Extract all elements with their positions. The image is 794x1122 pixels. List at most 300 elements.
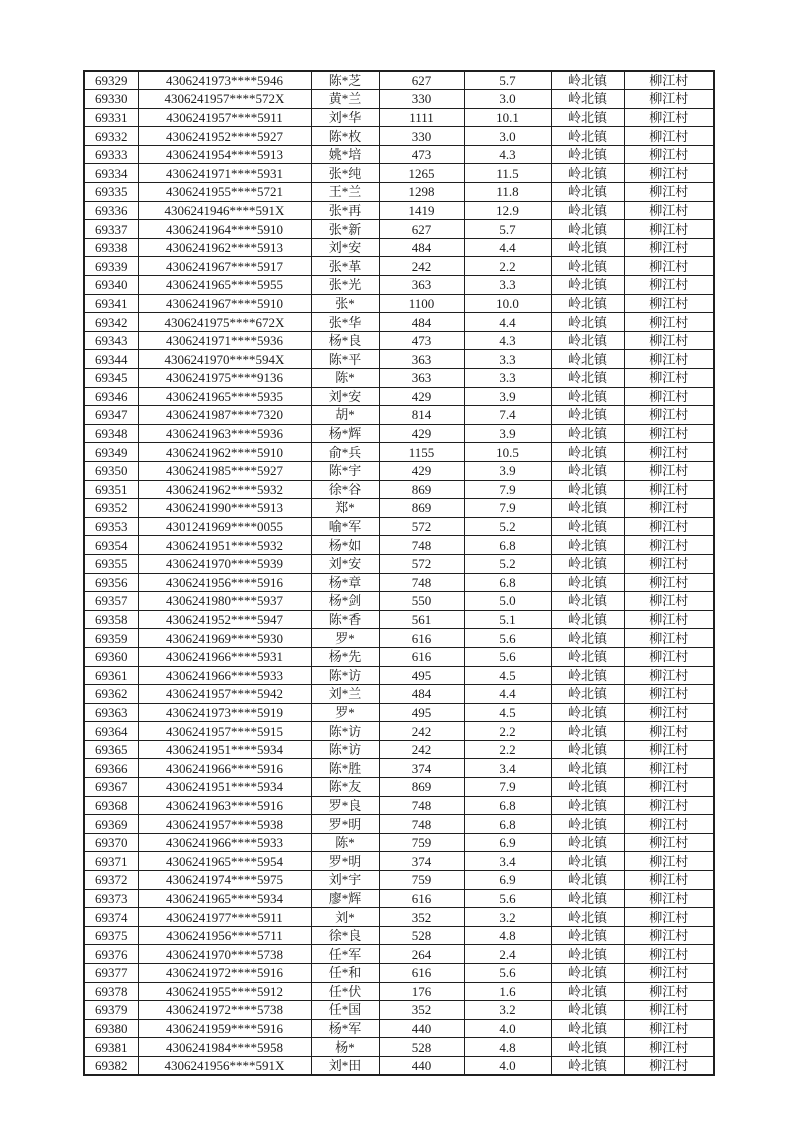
cell-id-number: 4306241969****5930 xyxy=(138,629,311,648)
cell-name: 任*军 xyxy=(311,945,379,964)
cell-town: 岭北镇 xyxy=(551,499,624,518)
cell-town: 岭北镇 xyxy=(551,313,624,332)
cell-rate: 7.4 xyxy=(464,406,551,425)
cell-town: 岭北镇 xyxy=(551,387,624,406)
cell-amount: 440 xyxy=(379,1056,464,1075)
cell-amount: 484 xyxy=(379,238,464,257)
cell-name: 任*伏 xyxy=(311,982,379,1001)
cell-town: 岭北镇 xyxy=(551,517,624,536)
cell-village: 柳江村 xyxy=(624,369,714,388)
cell-name: 杨*军 xyxy=(311,1019,379,1038)
cell-town: 岭北镇 xyxy=(551,220,624,239)
cell-town: 岭北镇 xyxy=(551,796,624,815)
cell-id-number: 4306241955****5721 xyxy=(138,183,311,202)
cell-name: 罗* xyxy=(311,629,379,648)
cell-name: 刘*华 xyxy=(311,108,379,127)
cell-town: 岭北镇 xyxy=(551,127,624,146)
cell-amount: 242 xyxy=(379,257,464,276)
cell-amount: 528 xyxy=(379,1038,464,1057)
cell-village: 柳江村 xyxy=(624,1038,714,1057)
cell-name: 张*革 xyxy=(311,257,379,276)
cell-rate: 3.3 xyxy=(464,350,551,369)
cell-rate: 2.2 xyxy=(464,722,551,741)
table-row xyxy=(84,629,714,648)
cell-id-number: 4306241975****9136 xyxy=(138,369,311,388)
cell-id-number: 4306241967****5917 xyxy=(138,257,311,276)
cell-serial: 69353 xyxy=(84,517,138,536)
cell-town: 岭北镇 xyxy=(551,759,624,778)
cell-amount: 869 xyxy=(379,480,464,499)
table-row xyxy=(84,926,714,945)
cell-town: 岭北镇 xyxy=(551,108,624,127)
table-row xyxy=(84,740,714,759)
table-row xyxy=(84,554,714,573)
cell-name: 陈*枚 xyxy=(311,127,379,146)
cell-amount: 352 xyxy=(379,1001,464,1020)
cell-name: 杨*如 xyxy=(311,536,379,555)
cell-serial: 69339 xyxy=(84,257,138,276)
cell-village: 柳江村 xyxy=(624,554,714,573)
table-row xyxy=(84,461,714,480)
cell-rate: 4.3 xyxy=(464,331,551,350)
cell-town: 岭北镇 xyxy=(551,369,624,388)
cell-town: 岭北镇 xyxy=(551,610,624,629)
table-row xyxy=(84,183,714,202)
cell-serial: 69349 xyxy=(84,443,138,462)
cell-id-number: 4306241951****5932 xyxy=(138,536,311,555)
cell-name: 罗*明 xyxy=(311,852,379,871)
cell-id-number: 4306241957****5915 xyxy=(138,722,311,741)
cell-name: 姚*培 xyxy=(311,145,379,164)
cell-serial: 69330 xyxy=(84,90,138,109)
cell-town: 岭北镇 xyxy=(551,703,624,722)
cell-village: 柳江村 xyxy=(624,350,714,369)
cell-rate: 4.0 xyxy=(464,1056,551,1075)
cell-name: 罗*良 xyxy=(311,796,379,815)
cell-town: 岭北镇 xyxy=(551,852,624,871)
cell-rate: 3.3 xyxy=(464,276,551,295)
cell-village: 柳江村 xyxy=(624,406,714,425)
table-row xyxy=(84,833,714,852)
cell-town: 岭北镇 xyxy=(551,647,624,666)
cell-id-number: 4301241969****0055 xyxy=(138,517,311,536)
cell-rate: 11.5 xyxy=(464,164,551,183)
cell-serial: 69342 xyxy=(84,313,138,332)
table-row xyxy=(84,1056,714,1075)
cell-id-number: 4306241954****5913 xyxy=(138,145,311,164)
cell-id-number: 4306241946****591X xyxy=(138,201,311,220)
cell-rate: 11.8 xyxy=(464,183,551,202)
cell-name: 陈*胜 xyxy=(311,759,379,778)
cell-id-number: 4306241963****5936 xyxy=(138,424,311,443)
cell-id-number: 4306241963****5916 xyxy=(138,796,311,815)
cell-amount: 627 xyxy=(379,71,464,90)
cell-serial: 69366 xyxy=(84,759,138,778)
table-row xyxy=(84,908,714,927)
cell-village: 柳江村 xyxy=(624,573,714,592)
cell-village: 柳江村 xyxy=(624,238,714,257)
cell-village: 柳江村 xyxy=(624,424,714,443)
cell-rate: 6.8 xyxy=(464,573,551,592)
cell-serial: 69341 xyxy=(84,294,138,313)
cell-rate: 5.6 xyxy=(464,964,551,983)
cell-rate: 3.0 xyxy=(464,90,551,109)
cell-village: 柳江村 xyxy=(624,257,714,276)
cell-amount: 748 xyxy=(379,796,464,815)
cell-village: 柳江村 xyxy=(624,982,714,1001)
cell-name: 杨*良 xyxy=(311,331,379,350)
cell-amount: 616 xyxy=(379,889,464,908)
table-row xyxy=(84,592,714,611)
cell-name: 徐*谷 xyxy=(311,480,379,499)
cell-id-number: 4306241966****5931 xyxy=(138,647,311,666)
table-row xyxy=(84,257,714,276)
table-row xyxy=(84,815,714,834)
cell-id-number: 4306241980****5937 xyxy=(138,592,311,611)
cell-rate: 2.2 xyxy=(464,257,551,276)
cell-serial: 69382 xyxy=(84,1056,138,1075)
cell-serial: 69380 xyxy=(84,1019,138,1038)
table-row xyxy=(84,703,714,722)
cell-name: 刘*安 xyxy=(311,387,379,406)
cell-serial: 69368 xyxy=(84,796,138,815)
cell-amount: 484 xyxy=(379,313,464,332)
cell-name: 陈*访 xyxy=(311,722,379,741)
cell-id-number: 4306241971****5931 xyxy=(138,164,311,183)
cell-id-number: 4306241956****591X xyxy=(138,1056,311,1075)
cell-village: 柳江村 xyxy=(624,517,714,536)
cell-village: 柳江村 xyxy=(624,71,714,90)
cell-name: 杨*剑 xyxy=(311,592,379,611)
cell-village: 柳江村 xyxy=(624,703,714,722)
cell-village: 柳江村 xyxy=(624,443,714,462)
cell-village: 柳江村 xyxy=(624,461,714,480)
cell-rate: 5.6 xyxy=(464,647,551,666)
cell-rate: 3.9 xyxy=(464,424,551,443)
cell-amount: 352 xyxy=(379,908,464,927)
cell-id-number: 4306241956****5711 xyxy=(138,926,311,945)
cell-town: 岭北镇 xyxy=(551,982,624,1001)
cell-name: 徐*良 xyxy=(311,926,379,945)
cell-serial: 69331 xyxy=(84,108,138,127)
cell-rate: 4.8 xyxy=(464,1038,551,1057)
cell-amount: 264 xyxy=(379,945,464,964)
cell-serial: 69335 xyxy=(84,183,138,202)
cell-amount: 748 xyxy=(379,573,464,592)
cell-town: 岭北镇 xyxy=(551,889,624,908)
cell-serial: 69356 xyxy=(84,573,138,592)
cell-serial: 69332 xyxy=(84,127,138,146)
cell-village: 柳江村 xyxy=(624,90,714,109)
cell-rate: 4.5 xyxy=(464,703,551,722)
cell-serial: 69365 xyxy=(84,740,138,759)
cell-name: 刘*宇 xyxy=(311,871,379,890)
cell-village: 柳江村 xyxy=(624,833,714,852)
cell-rate: 4.4 xyxy=(464,313,551,332)
cell-village: 柳江村 xyxy=(624,889,714,908)
cell-id-number: 4306241990****5913 xyxy=(138,499,311,518)
cell-id-number: 4306241962****5913 xyxy=(138,238,311,257)
table-body xyxy=(84,71,714,1075)
cell-amount: 748 xyxy=(379,536,464,555)
cell-amount: 869 xyxy=(379,499,464,518)
cell-village: 柳江村 xyxy=(624,127,714,146)
cell-amount: 1298 xyxy=(379,183,464,202)
cell-amount: 374 xyxy=(379,759,464,778)
cell-id-number: 4306241957****5938 xyxy=(138,815,311,834)
table-row xyxy=(84,238,714,257)
cell-amount: 363 xyxy=(379,369,464,388)
cell-amount: 440 xyxy=(379,1019,464,1038)
table-row xyxy=(84,220,714,239)
cell-id-number: 4306241952****5947 xyxy=(138,610,311,629)
cell-rate: 3.9 xyxy=(464,387,551,406)
cell-town: 岭北镇 xyxy=(551,71,624,90)
cell-town: 岭北镇 xyxy=(551,1038,624,1057)
cell-amount: 242 xyxy=(379,722,464,741)
table-row xyxy=(84,945,714,964)
table-row xyxy=(84,964,714,983)
cell-village: 柳江村 xyxy=(624,852,714,871)
cell-id-number: 4306241964****5910 xyxy=(138,220,311,239)
cell-name: 杨*辉 xyxy=(311,424,379,443)
cell-rate: 4.0 xyxy=(464,1019,551,1038)
cell-serial: 69371 xyxy=(84,852,138,871)
cell-amount: 363 xyxy=(379,276,464,295)
cell-town: 岭北镇 xyxy=(551,406,624,425)
cell-village: 柳江村 xyxy=(624,796,714,815)
cell-town: 岭北镇 xyxy=(551,294,624,313)
cell-town: 岭北镇 xyxy=(551,666,624,685)
cell-id-number: 4306241970****5939 xyxy=(138,554,311,573)
cell-rate: 5.7 xyxy=(464,220,551,239)
cell-id-number: 4306241973****5946 xyxy=(138,71,311,90)
cell-rate: 5.7 xyxy=(464,71,551,90)
cell-amount: 374 xyxy=(379,852,464,871)
cell-village: 柳江村 xyxy=(624,164,714,183)
beneficiary-table xyxy=(83,70,715,1076)
cell-rate: 6.8 xyxy=(464,815,551,834)
table-row xyxy=(84,573,714,592)
cell-id-number: 4306241962****5932 xyxy=(138,480,311,499)
cell-name: 陈*访 xyxy=(311,666,379,685)
cell-serial: 69369 xyxy=(84,815,138,834)
cell-amount: 627 xyxy=(379,220,464,239)
cell-rate: 3.9 xyxy=(464,461,551,480)
cell-rate: 3.3 xyxy=(464,369,551,388)
cell-serial: 69333 xyxy=(84,145,138,164)
cell-id-number: 4306241965****5955 xyxy=(138,276,311,295)
cell-name: 陈*友 xyxy=(311,778,379,797)
table-row xyxy=(84,424,714,443)
cell-name: 胡* xyxy=(311,406,379,425)
cell-village: 柳江村 xyxy=(624,945,714,964)
cell-amount: 616 xyxy=(379,647,464,666)
cell-rate: 5.2 xyxy=(464,517,551,536)
cell-rate: 3.4 xyxy=(464,759,551,778)
cell-name: 张*再 xyxy=(311,201,379,220)
table-row xyxy=(84,201,714,220)
cell-amount: 869 xyxy=(379,778,464,797)
table-row xyxy=(84,331,714,350)
cell-town: 岭北镇 xyxy=(551,257,624,276)
cell-name: 刘*安 xyxy=(311,554,379,573)
cell-amount: 561 xyxy=(379,610,464,629)
cell-village: 柳江村 xyxy=(624,629,714,648)
cell-rate: 3.0 xyxy=(464,127,551,146)
cell-amount: 1111 xyxy=(379,108,464,127)
cell-amount: 550 xyxy=(379,592,464,611)
cell-serial: 69343 xyxy=(84,331,138,350)
cell-town: 岭北镇 xyxy=(551,908,624,927)
cell-amount: 748 xyxy=(379,815,464,834)
table-row xyxy=(84,499,714,518)
cell-rate: 4.4 xyxy=(464,238,551,257)
cell-name: 杨*章 xyxy=(311,573,379,592)
cell-id-number: 4306241962****5910 xyxy=(138,443,311,462)
cell-town: 岭北镇 xyxy=(551,350,624,369)
cell-rate: 4.4 xyxy=(464,685,551,704)
cell-town: 岭北镇 xyxy=(551,183,624,202)
cell-village: 柳江村 xyxy=(624,1056,714,1075)
cell-serial: 69337 xyxy=(84,220,138,239)
cell-amount: 1155 xyxy=(379,443,464,462)
cell-amount: 1100 xyxy=(379,294,464,313)
cell-town: 岭北镇 xyxy=(551,1056,624,1075)
table-row xyxy=(84,90,714,109)
table-row xyxy=(84,369,714,388)
cell-amount: 429 xyxy=(379,424,464,443)
cell-town: 岭北镇 xyxy=(551,90,624,109)
cell-village: 柳江村 xyxy=(624,480,714,499)
cell-name: 黄*兰 xyxy=(311,90,379,109)
cell-town: 岭北镇 xyxy=(551,815,624,834)
cell-serial: 69357 xyxy=(84,592,138,611)
cell-village: 柳江村 xyxy=(624,276,714,295)
table-row xyxy=(84,164,714,183)
cell-amount: 330 xyxy=(379,127,464,146)
cell-id-number: 4306241965****5934 xyxy=(138,889,311,908)
cell-amount: 1265 xyxy=(379,164,464,183)
cell-town: 岭北镇 xyxy=(551,480,624,499)
cell-village: 柳江村 xyxy=(624,592,714,611)
cell-name: 张*华 xyxy=(311,313,379,332)
cell-id-number: 4306241951****5934 xyxy=(138,778,311,797)
cell-amount: 429 xyxy=(379,461,464,480)
cell-id-number: 4306241971****5936 xyxy=(138,331,311,350)
cell-town: 岭北镇 xyxy=(551,833,624,852)
table-row xyxy=(84,796,714,815)
cell-serial: 69370 xyxy=(84,833,138,852)
cell-name: 杨* xyxy=(311,1038,379,1057)
cell-serial: 69373 xyxy=(84,889,138,908)
cell-village: 柳江村 xyxy=(624,871,714,890)
cell-serial: 69352 xyxy=(84,499,138,518)
cell-name: 罗*明 xyxy=(311,815,379,834)
cell-rate: 5.1 xyxy=(464,610,551,629)
cell-rate: 10.0 xyxy=(464,294,551,313)
cell-village: 柳江村 xyxy=(624,740,714,759)
cell-serial: 69358 xyxy=(84,610,138,629)
table-row xyxy=(84,276,714,295)
cell-serial: 69340 xyxy=(84,276,138,295)
table-row xyxy=(84,71,714,90)
cell-serial: 69347 xyxy=(84,406,138,425)
cell-rate: 10.1 xyxy=(464,108,551,127)
cell-name: 喻*军 xyxy=(311,517,379,536)
table-row xyxy=(84,536,714,555)
cell-serial: 69374 xyxy=(84,908,138,927)
cell-id-number: 4306241975****672X xyxy=(138,313,311,332)
cell-amount: 495 xyxy=(379,703,464,722)
cell-name: 张* xyxy=(311,294,379,313)
cell-rate: 6.8 xyxy=(464,536,551,555)
cell-name: 廖*辉 xyxy=(311,889,379,908)
cell-id-number: 4306241970****5738 xyxy=(138,945,311,964)
cell-village: 柳江村 xyxy=(624,183,714,202)
cell-rate: 5.2 xyxy=(464,554,551,573)
cell-serial: 69346 xyxy=(84,387,138,406)
cell-serial: 69329 xyxy=(84,71,138,90)
cell-serial: 69336 xyxy=(84,201,138,220)
cell-town: 岭北镇 xyxy=(551,722,624,741)
cell-town: 岭北镇 xyxy=(551,276,624,295)
cell-rate: 7.9 xyxy=(464,499,551,518)
cell-id-number: 4306241977****5911 xyxy=(138,908,311,927)
cell-name: 刘*安 xyxy=(311,238,379,257)
cell-town: 岭北镇 xyxy=(551,592,624,611)
cell-town: 岭北镇 xyxy=(551,964,624,983)
cell-village: 柳江村 xyxy=(624,610,714,629)
cell-name: 罗* xyxy=(311,703,379,722)
cell-name: 任*国 xyxy=(311,1001,379,1020)
table-row xyxy=(84,480,714,499)
cell-serial: 69361 xyxy=(84,666,138,685)
cell-town: 岭北镇 xyxy=(551,871,624,890)
cell-name: 陈*芝 xyxy=(311,71,379,90)
cell-serial: 69381 xyxy=(84,1038,138,1057)
cell-town: 岭北镇 xyxy=(551,945,624,964)
cell-serial: 69375 xyxy=(84,926,138,945)
table-row xyxy=(84,852,714,871)
cell-id-number: 4306241972****5916 xyxy=(138,964,311,983)
cell-rate: 4.3 xyxy=(464,145,551,164)
table-row xyxy=(84,406,714,425)
cell-id-number: 4306241966****5933 xyxy=(138,666,311,685)
cell-serial: 69364 xyxy=(84,722,138,741)
cell-rate: 6.9 xyxy=(464,871,551,890)
cell-village: 柳江村 xyxy=(624,722,714,741)
cell-serial: 69372 xyxy=(84,871,138,890)
cell-village: 柳江村 xyxy=(624,1019,714,1038)
cell-rate: 7.9 xyxy=(464,480,551,499)
cell-town: 岭北镇 xyxy=(551,573,624,592)
cell-name: 王*兰 xyxy=(311,183,379,202)
cell-id-number: 4306241967****5910 xyxy=(138,294,311,313)
cell-serial: 69363 xyxy=(84,703,138,722)
cell-rate: 1.6 xyxy=(464,982,551,1001)
cell-amount: 814 xyxy=(379,406,464,425)
cell-name: 陈*宇 xyxy=(311,461,379,480)
cell-name: 陈* xyxy=(311,369,379,388)
cell-village: 柳江村 xyxy=(624,220,714,239)
cell-id-number: 4306241987****7320 xyxy=(138,406,311,425)
cell-id-number: 4306241984****5958 xyxy=(138,1038,311,1057)
table-row xyxy=(84,145,714,164)
cell-village: 柳江村 xyxy=(624,499,714,518)
table-row xyxy=(84,313,714,332)
cell-village: 柳江村 xyxy=(624,647,714,666)
